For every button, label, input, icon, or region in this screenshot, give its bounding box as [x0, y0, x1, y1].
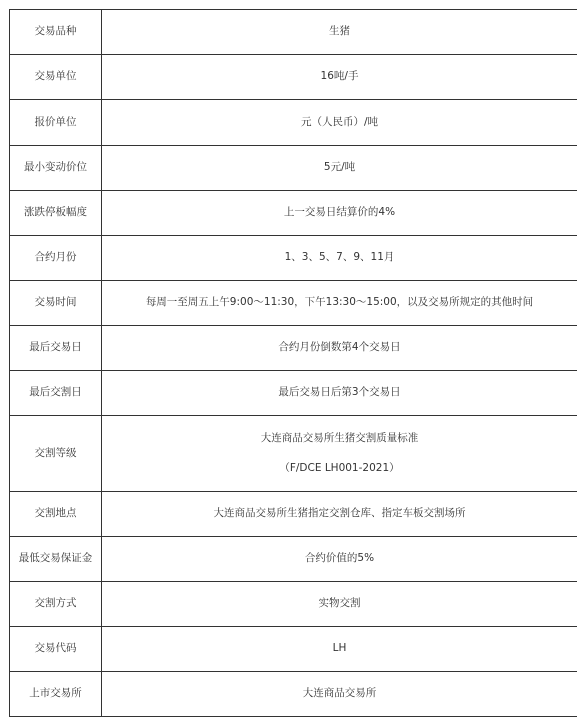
table-row [10, 582, 577, 627]
table-row [10, 55, 577, 100]
row-label: 上市交易所 [10, 672, 102, 717]
row-label: 最后交割日 [10, 371, 102, 416]
table-row [10, 326, 577, 371]
table-row [10, 416, 577, 492]
table-row [10, 627, 577, 672]
contract-spec-table [9, 9, 577, 717]
row-value [102, 416, 577, 492]
row-label: 最小变动价位 [10, 146, 102, 191]
value-line: 大连商品交易所生猪交割质量标准 [260, 431, 419, 444]
row-value: 最后交易日后第3个交易日 [102, 371, 577, 416]
row-value: 合约月份倒数第4个交易日 [102, 326, 577, 371]
table-row [10, 672, 577, 717]
row-label: 合约月份 [10, 236, 102, 281]
table-row [10, 100, 577, 146]
table-row [10, 236, 577, 281]
row-value: 大连商品交易所 [102, 672, 577, 717]
row-label: 报价单位 [10, 100, 102, 146]
row-value: LH [102, 627, 577, 672]
table-row [10, 191, 577, 236]
row-label: 交易时间 [10, 281, 102, 326]
row-label: 交割方式 [10, 582, 102, 627]
row-value: 1、3、5、7、9、11月 [102, 236, 577, 281]
row-value: 每周一至周五上午9:00～11:30，下午13:30～15:00，以及交易所规定的其他时间 [102, 281, 577, 326]
row-label: 涨跌停板幅度 [10, 191, 102, 236]
value-line: （F/DCE LH001-2021） [279, 461, 400, 474]
table-row [10, 537, 577, 582]
row-value: 上一交易日结算价的4% [102, 191, 577, 236]
row-value: 5元/吨 [102, 146, 577, 191]
table-row [10, 281, 577, 326]
row-value: 生猪 [102, 10, 577, 55]
row-value: 合约价值的5% [102, 537, 577, 582]
row-label: 最后交易日 [10, 326, 102, 371]
table-row [10, 146, 577, 191]
row-value: 16吨/手 [102, 55, 577, 100]
row-label: 交易单位 [10, 55, 102, 100]
row-label: 最低交易保证金 [10, 537, 102, 582]
row-label: 交割地点 [10, 492, 102, 537]
table-row [10, 492, 577, 537]
table-row [10, 10, 577, 55]
row-label: 交易品种 [10, 10, 102, 55]
table-row [10, 371, 577, 416]
row-value: 实物交割 [102, 582, 577, 627]
row-value: 大连商品交易所生猪指定交割仓库、指定车板交割场所 [102, 492, 577, 537]
row-label: 交易代码 [10, 627, 102, 672]
row-value: 元（人民币）/吨 [102, 100, 577, 146]
row-label: 交割等级 [10, 416, 102, 492]
